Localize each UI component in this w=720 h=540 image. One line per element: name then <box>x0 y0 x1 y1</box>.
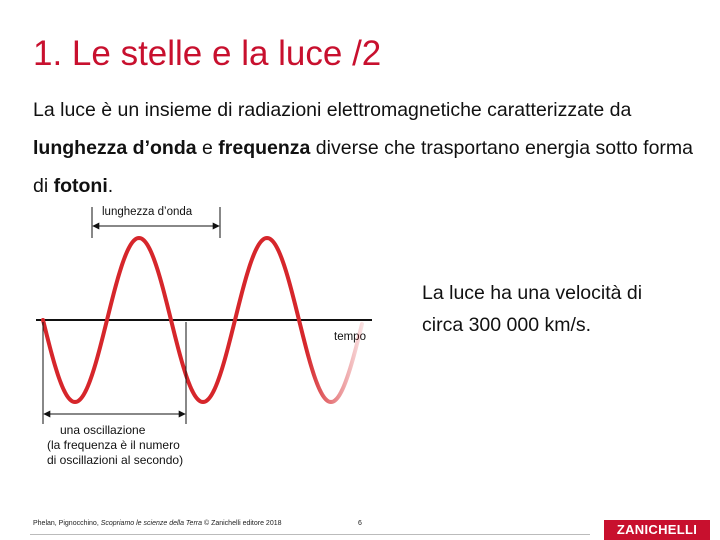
intro-text-1: La luce è un insieme di radiazioni elettromagnetiche caratterizzate da <box>33 99 632 121</box>
oscillation-label: una oscillazione <box>60 423 146 437</box>
frequency-note-line-1: (la frequenza è il numero <box>47 438 180 452</box>
footer-credit <box>33 520 282 527</box>
time-axis-label: tempo <box>334 331 366 343</box>
credit-book-title: Scopriamo le scienze della Terra <box>100 520 203 527</box>
term-photons: fotoni <box>53 175 108 197</box>
speed-note: La luce ha una velocità di circa 300 000 km/s. <box>422 282 643 336</box>
intro-text-3: diverse che trasportano energia sotto forma di <box>33 137 694 197</box>
frequency-note-line-2: di oscillazioni al secondo) <box>47 453 184 467</box>
intro-text-2: e <box>196 137 219 159</box>
publisher-logo: ZANICHELLI <box>604 520 710 540</box>
intro-text-4: . <box>107 175 114 197</box>
term-frequency: frequenza <box>218 137 311 159</box>
credit-publisher: © Zanichelli editore 2018 <box>202 520 282 527</box>
page-number: 6 <box>358 520 362 527</box>
term-wavelength: lunghezza d’onda <box>33 137 197 159</box>
slide-title: 1. Le stelle e la luce /2 <box>33 34 382 73</box>
credit-authors: Phelan, Pignocchino, <box>33 520 101 527</box>
wavelength-label: lunghezza d’onda <box>102 206 193 218</box>
footer-divider <box>30 534 590 535</box>
